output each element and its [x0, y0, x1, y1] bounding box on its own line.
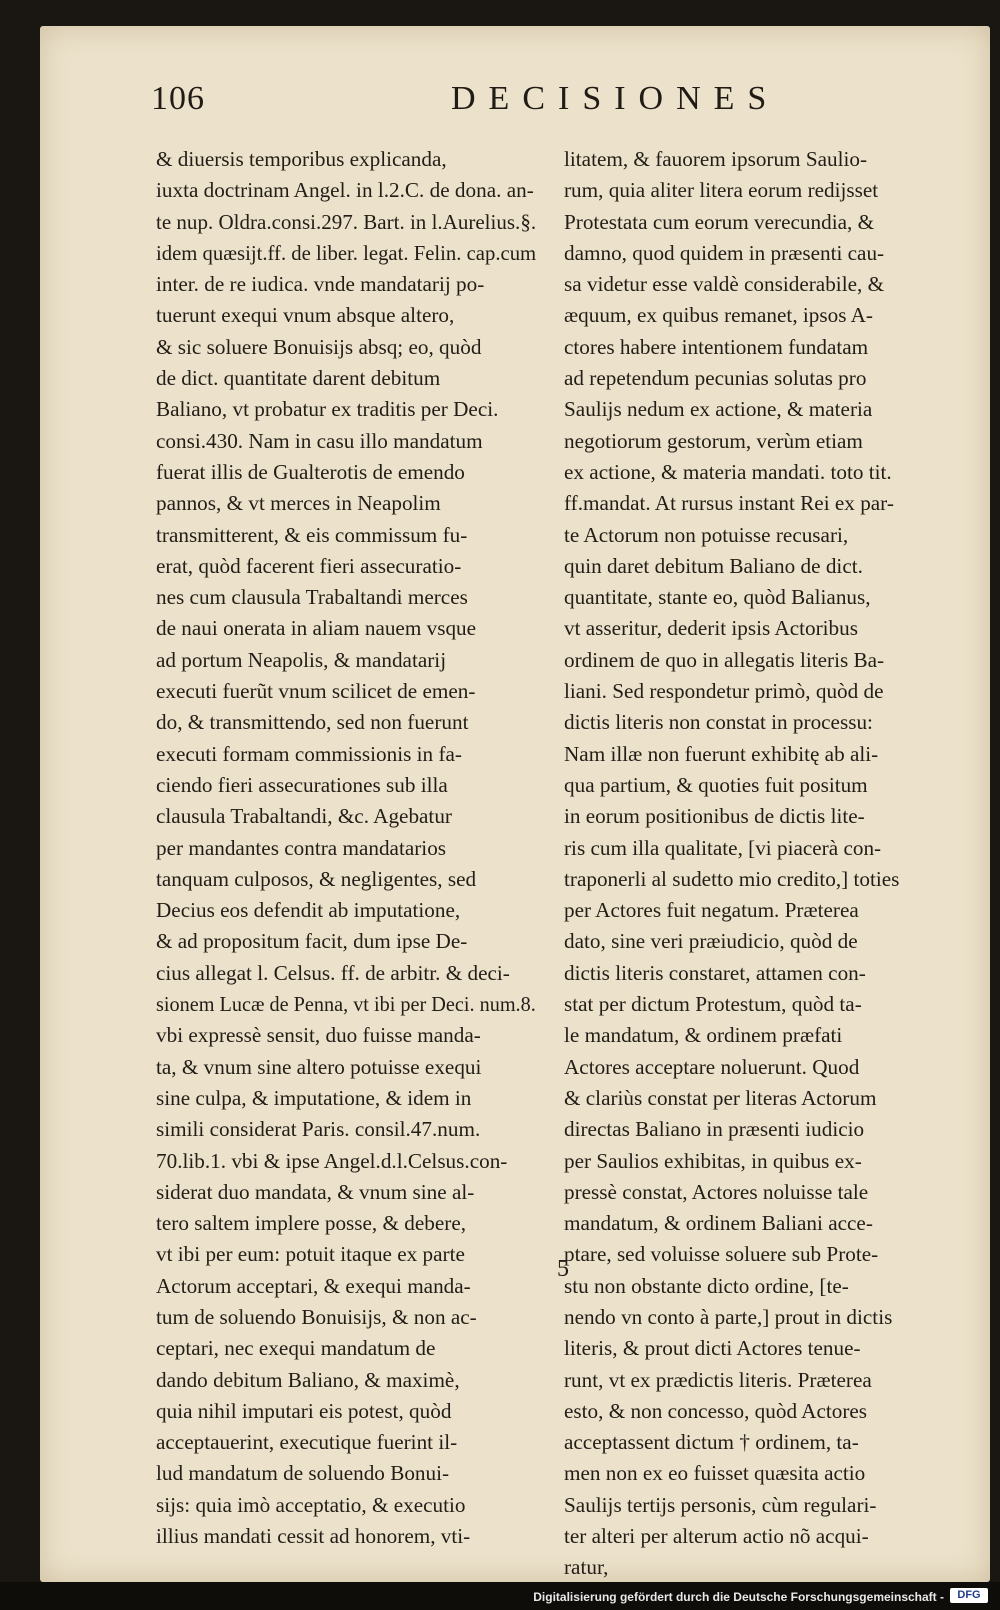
text-line: Saulijs nedum ex actione, & materia: [564, 397, 873, 422]
digitization-footer: [0, 1582, 1000, 1610]
text-line: & ad propositum facit, dum ipse De-: [156, 929, 468, 954]
text-line: 70.lib.1. vbi & ipse Angel.d.l.Celsus.con-: [156, 1148, 508, 1173]
text-line: vbi expressè sensit, duo fuisse manda-: [156, 1023, 481, 1048]
text-line: tum de soluendo Bonuisijs, & non ac-: [156, 1304, 477, 1329]
text-line: rum, quia aliter litera eorum redijsset: [564, 178, 879, 203]
text-line: æquum, ex quibus remanet, ipsos A-: [564, 303, 873, 328]
text-line: tanquam culposos, & negligentes, sed: [156, 866, 477, 891]
page-header: [151, 80, 971, 130]
text-line: ctores habere intentionem fundatam: [564, 334, 869, 359]
text-line: dictis literis constaret, attamen con-: [564, 960, 866, 985]
text-line: traponerli al sudetto mio credito,] toties: [564, 866, 900, 891]
text-line: ratur,: [564, 1555, 609, 1580]
text-line: siderat duo mandata, & vnum sine al-: [156, 1179, 475, 1204]
text-line: clausula Trabaltandi, &c. Agebatur: [156, 804, 452, 829]
text-line: sine culpa, & imputatione, & idem in: [156, 1085, 472, 1110]
text-line: de dict. quantitate darent debitum: [156, 366, 441, 391]
text-line: executi fuerũt vnum scilicet de emen-: [156, 679, 476, 704]
text-line: Nam illæ non fuerunt exhibitę ab ali-: [564, 741, 879, 766]
text-line: simili considerat Paris. consil.47.num.: [156, 1117, 481, 1142]
text-line: lud mandatum de soluendo Bonui-: [156, 1461, 450, 1486]
text-line: ad portum Neapolis, & mandatarij: [156, 647, 447, 672]
text-line: per Actores fuit negatum. Præterea: [564, 898, 859, 923]
text-line: directas Baliano in præsenti iudicio: [564, 1117, 865, 1142]
text-line: quin daret debitum Baliano de dict.: [564, 553, 863, 578]
text-line: ff.mandat. At rursus instant Rei ex par-: [564, 491, 894, 516]
text-line: idem quæsijt.ff. de liber. legat. Felin. cap.cum: [156, 240, 537, 265]
text-line: le mandatum, & ordinem præfati: [564, 1023, 843, 1048]
text-line: ceptari, nec exequi mandatum de: [156, 1336, 436, 1361]
text-line: quantitate, stante eo, quòd Balianus,: [564, 585, 871, 610]
text-line: damno, quod quidem in præsenti cau-: [564, 240, 885, 265]
text-line: Saulijs tertijs personis, cùm regulari-: [564, 1492, 877, 1517]
text-line: nes cum clausula Trabaltandi merces: [156, 585, 468, 610]
text-line: inter. de re iudica. vnde mandatarij po-: [156, 272, 485, 297]
text-line: illius mandati cessit ad honorem, vti-: [156, 1524, 471, 1549]
footer-credit: Digitalisierung gefördert durch die Deutsche Forschungsgemeinschaft -: [533, 1590, 944, 1604]
text-line: pressè constat, Actores noluisse tale: [564, 1179, 869, 1204]
text-line: tero saltem implere posse, & debere,: [156, 1211, 467, 1236]
text-line: ter alteri per alterum actio nõ acqui-: [564, 1524, 869, 1549]
page-number: 106: [151, 80, 205, 117]
text-line: do, & transmittendo, sed non fuerunt: [156, 710, 469, 735]
text-line: vt ibi per eum: potuit itaque ex parte: [156, 1242, 465, 1267]
text-line: per Saulios exhibitas, in quibus ex-: [564, 1148, 862, 1173]
text-line: ordinem de quo in allegatis literis Ba-: [564, 647, 885, 672]
text-line: te Actorum non potuisse recusari,: [564, 522, 849, 547]
text-line: negotiorum gestorum, verùm etiam: [564, 428, 863, 453]
page-inner: [40, 26, 990, 1582]
text-line: Decius eos defendit ab imputatione,: [156, 898, 461, 923]
text-line: acceptassent dictum † ordinem, ta-: [564, 1430, 859, 1455]
text-line: de naui onerata in aliam nauem vsque: [156, 616, 477, 641]
text-line: liani. Sed respondetur primò, quòd de: [564, 679, 884, 704]
text-line: ad repetendum pecunias solutas pro: [564, 366, 867, 391]
dfg-logo: DFG: [950, 1588, 988, 1603]
text-line: mandatum, & ordinem Baliani acce-: [564, 1211, 873, 1236]
text-line: fuerat illis de Gualterotis de emendo: [156, 459, 465, 484]
text-line: Protestata cum eorum verecundia, &: [564, 209, 875, 234]
text-line: erat, quòd facerent fieri assecuratio-: [156, 553, 462, 578]
text-line: nendo vn conto à parte,] prout in dictis: [564, 1304, 893, 1329]
text-line: executi formam commissionis in fa-: [156, 741, 462, 766]
text-line: literis, & prout dicti Actores tenue-: [564, 1336, 861, 1361]
text-line: vt asseritur, dederit ipsis Actoribus: [564, 616, 858, 641]
text-line: sijs: quia imò acceptatio, & executio: [156, 1492, 466, 1517]
text-line: runt, vt ex prædictis literis. Præterea: [564, 1367, 872, 1392]
text-line: qua partium, & quoties fuit positum: [564, 772, 868, 797]
text-line: per mandantes contra mandatarios: [156, 835, 447, 860]
text-line: ta, & vnum sine altero potuisse exequi: [156, 1054, 482, 1079]
text-line: Baliano, vt probatur ex traditis per Deci.: [156, 397, 499, 422]
margin-note-number: 5: [557, 1256, 569, 1282]
left-column: [156, 144, 536, 1552]
text-line: sionem Lucæ de Penna, vt ibi per Deci. num.8.: [156, 992, 536, 1017]
text-line: te nup. Oldra.consi.297. Bart. in l.Aurelius.§.: [156, 209, 537, 234]
text-line: dato, sine veri præiudicio, quòd de: [564, 929, 858, 954]
book-page: [40, 26, 990, 1582]
text-line: Actores acceptare noluerunt. Quod: [564, 1054, 860, 1079]
text-line: stu non obstante dicto ordine, [te-: [564, 1273, 849, 1298]
running-head: DECISIONES: [451, 80, 780, 117]
text-line: ris cum illa qualitate, [vi piacerà con-: [564, 835, 882, 860]
text-line: dictis literis non constat in processu:: [564, 710, 873, 735]
text-line: ptare, sed voluisse soluere sub Prote-: [564, 1242, 879, 1267]
text-line: & clariùs constat per literas Actorum: [564, 1085, 877, 1110]
text-line: quia nihil imputari eis potest, quòd: [156, 1398, 452, 1423]
text-line: stat per dictum Protestum, quòd ta-: [564, 992, 862, 1017]
text-line: & sic soluere Bonuisijs absq; eo, quòd: [156, 334, 482, 359]
text-line: tuerunt exequi vnum absque altero,: [156, 303, 455, 328]
text-line: cius allegat l. Celsus. ff. de arbitr. & deci-: [156, 960, 510, 985]
text-line: ciendo fieri assecurationes sub illa: [156, 772, 448, 797]
text-line: & diuersis temporibus explicanda,: [156, 147, 447, 171]
text-line: transmitterent, & eis commissum fu-: [156, 522, 468, 547]
text-line: acceptauerint, executique fuerint il-: [156, 1430, 458, 1455]
text-line: pannos, & vt merces in Neapolim: [156, 491, 441, 516]
text-line: men non ex eo fuisset quæsita actio: [564, 1461, 866, 1486]
text-line: ex actione, & materia mandati. toto tit.: [564, 459, 892, 484]
right-column: [564, 144, 969, 1584]
text-line: litatem, & fauorem ipsorum Saulio-: [564, 147, 868, 171]
text-line: dando debitum Baliano, & maximè,: [156, 1367, 460, 1392]
text-line: sa videtur esse valdè considerabile, &: [564, 272, 885, 297]
text-line: consi.430. Nam in casu illo mandatum: [156, 428, 483, 453]
text-line: in eorum positionibus de dictis lite-: [564, 804, 865, 829]
text-line: iuxta doctrinam Angel. in l.2.C. de dona. an-: [156, 178, 534, 203]
text-line: esto, & non concesso, quòd Actores: [564, 1398, 868, 1423]
text-line: Actorum acceptari, & exequi manda-: [156, 1273, 471, 1298]
